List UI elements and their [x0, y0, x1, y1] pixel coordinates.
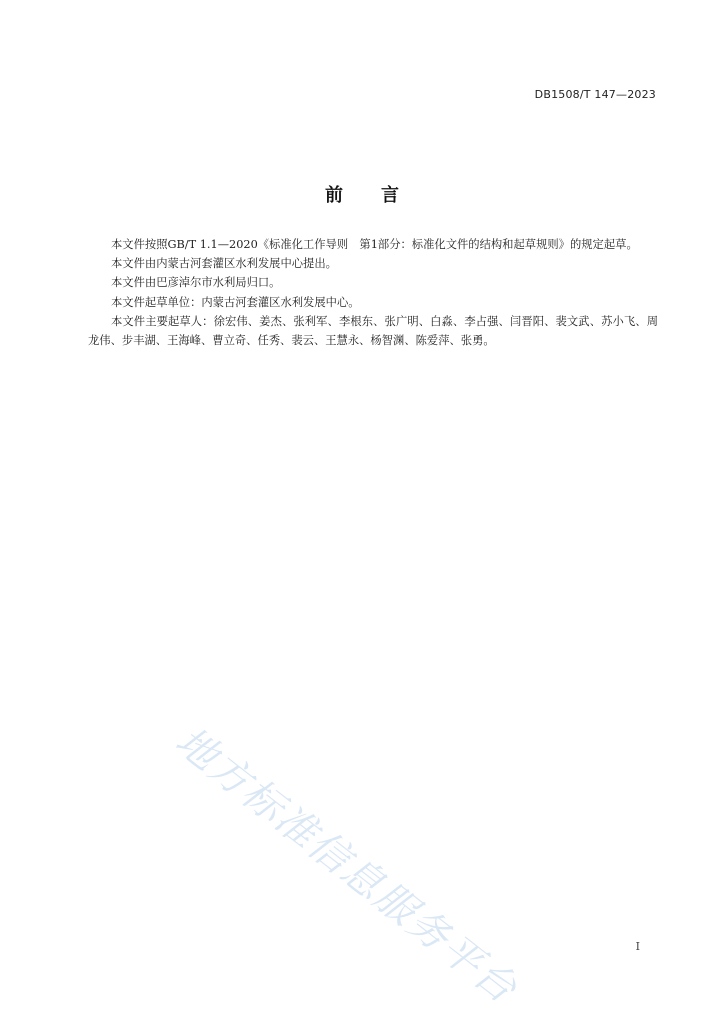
- paragraph-drafting-basis: 本文件按照GB/T 1.1—2020《标准化工作导则 第1部分：标准化文件的结构和起草规则》的规定起草。: [111, 238, 638, 251]
- document-code: DB1508/T 147—2023: [534, 88, 656, 101]
- foreword-body: [88, 235, 658, 350]
- paragraph-drafters: 本文件主要起草人：徐宏伟、姜杰、张利军、李根东、张广明、白淼、李占强、闫晋阳、裴文武、苏小飞、周龙伟、步丰湖、王海峰、曹立奇、任秀、裴云、王慧永、杨智渊、陈爱萍、张勇。: [88, 314, 658, 348]
- paragraph-drafting-unit: 本文件起草单位：内蒙古河套灌区水利发展中心。: [111, 295, 360, 309]
- title-char-1: 前: [325, 185, 343, 206]
- watermark: 地方标准信息服务平台: [166, 718, 526, 1013]
- paragraph-administrator: 本文件由巴彦淖尔市水利局归口。: [111, 276, 281, 290]
- title-char-2: 言: [381, 185, 399, 206]
- page-number: I: [635, 940, 640, 953]
- paragraph-proposer: 本文件由内蒙古河套灌区水利发展中心提出。: [111, 257, 337, 271]
- page-title: [0, 181, 724, 207]
